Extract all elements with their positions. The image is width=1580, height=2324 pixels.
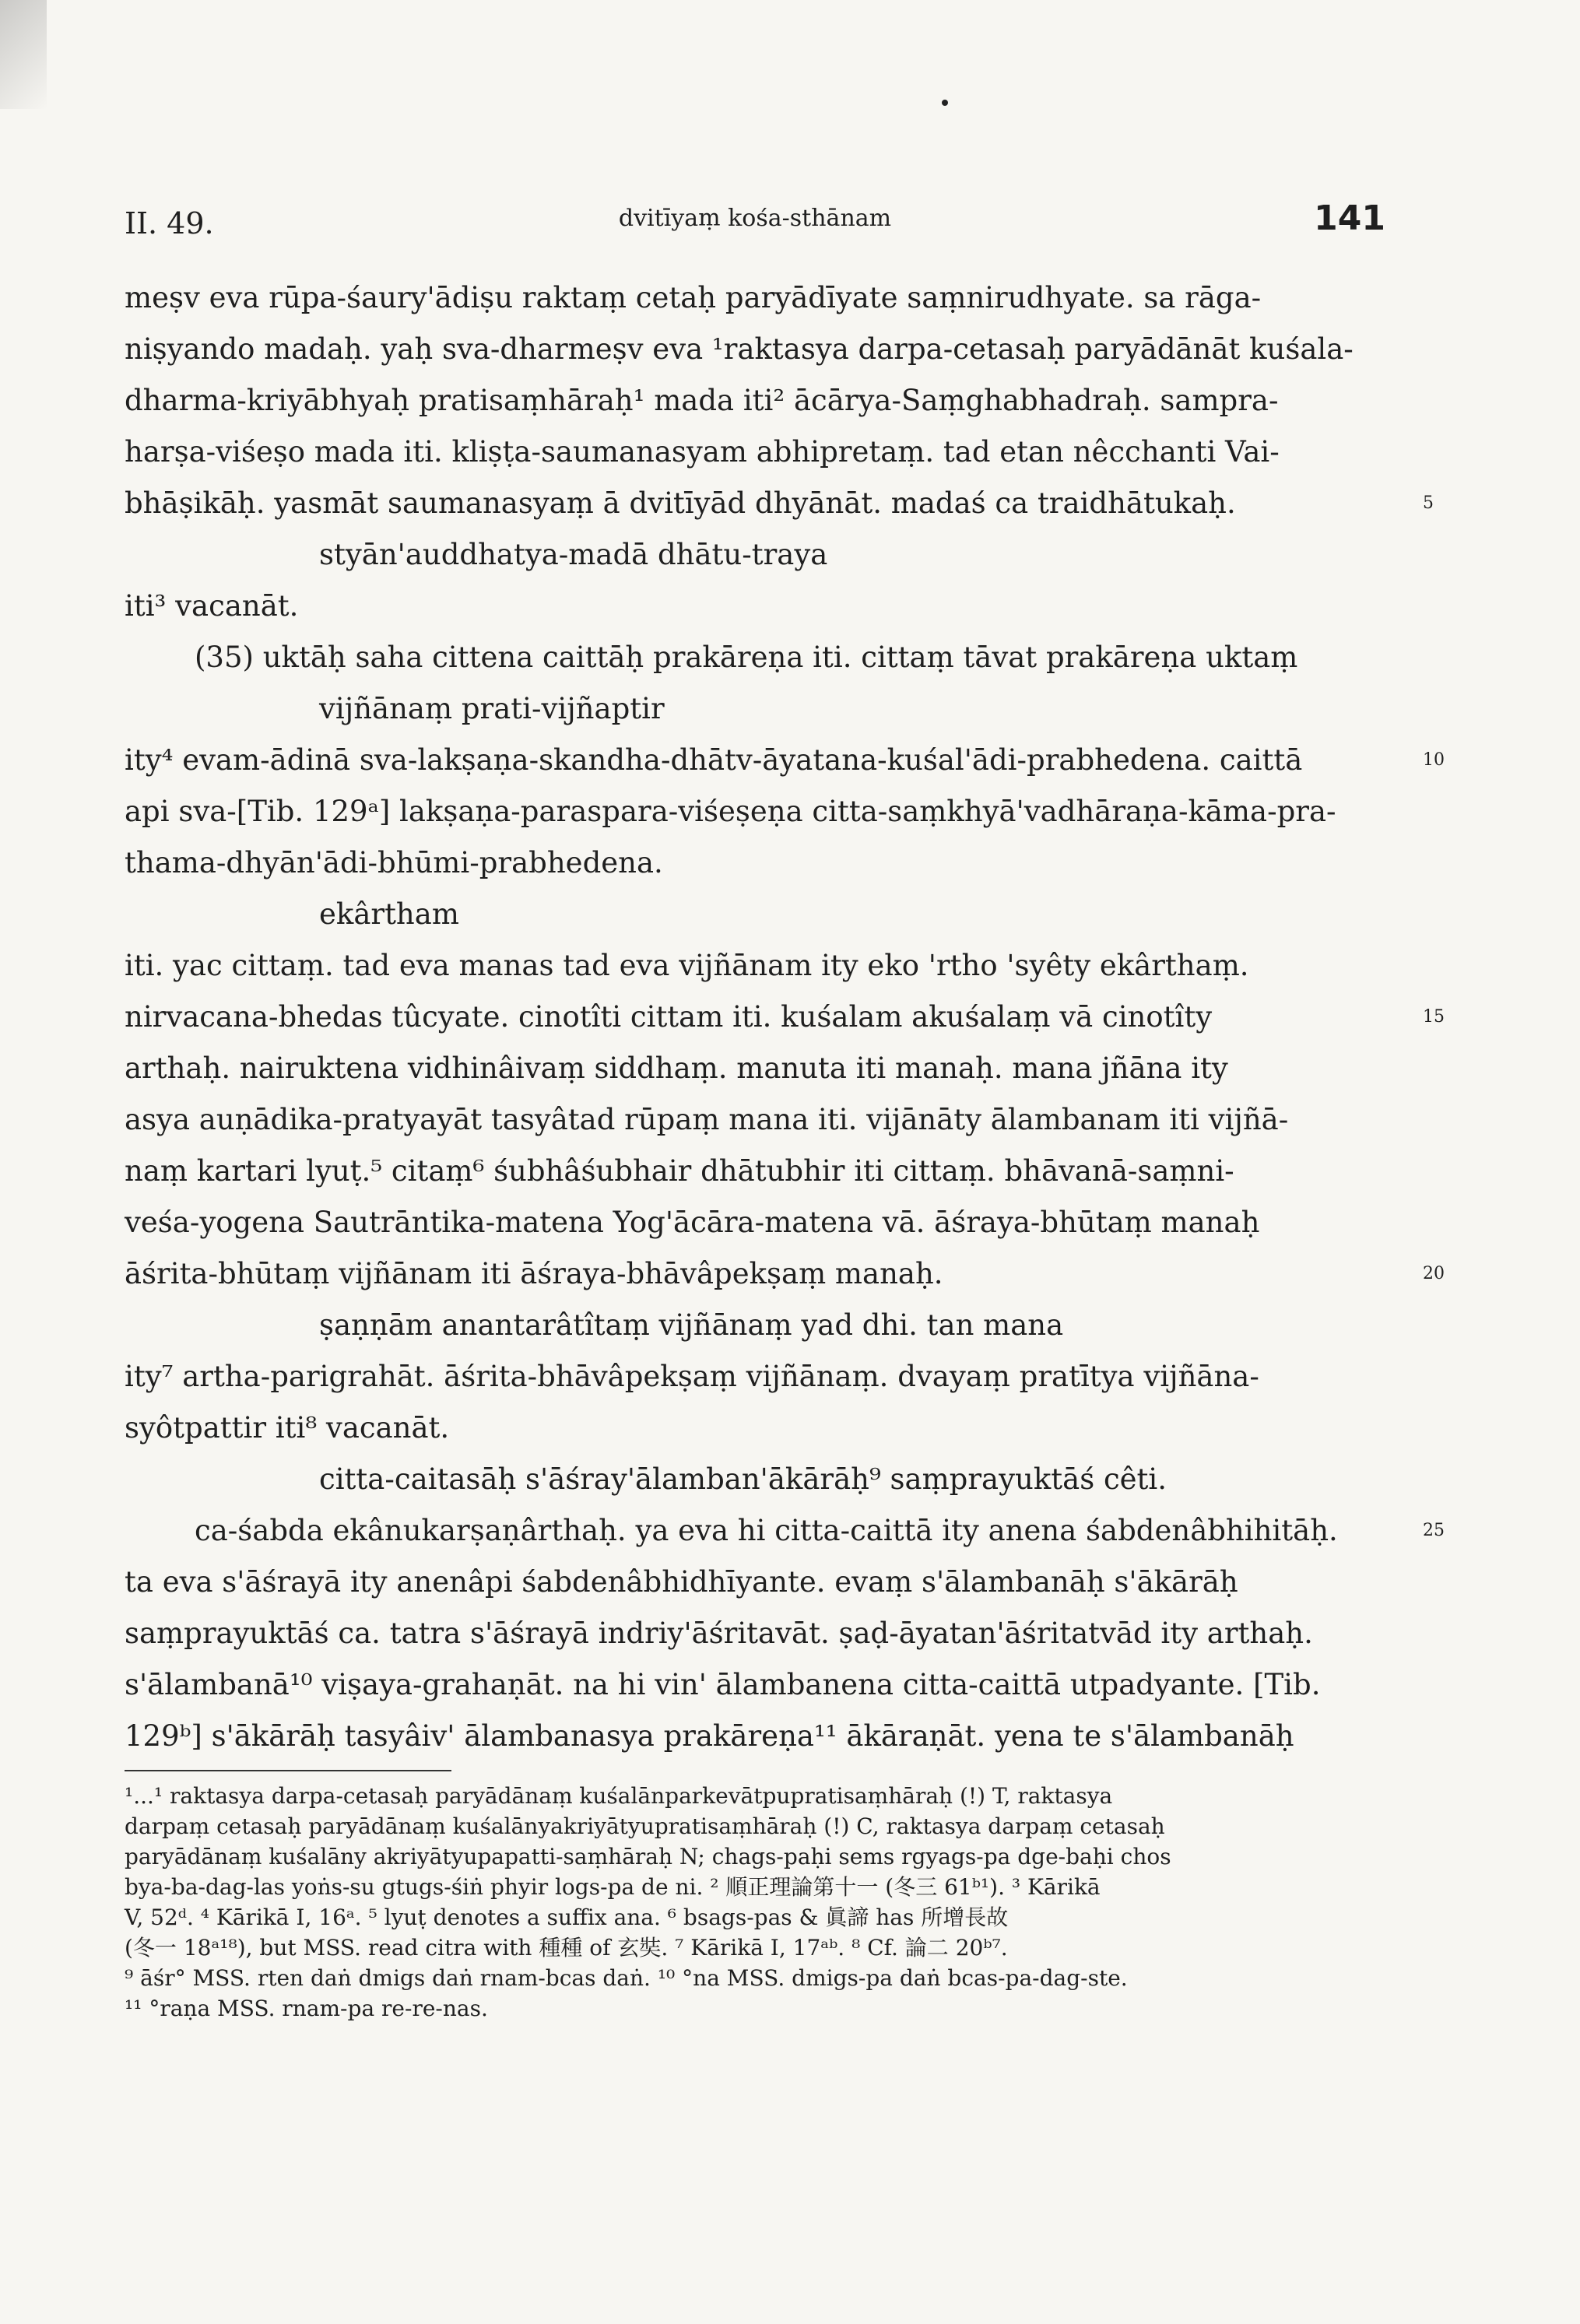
text-line (125, 1300, 1385, 1351)
line-text: veśa-yogena Sautrāntika-matena Yog'ācāra-matena vā. āśraya-bhūtaṃ manaḥ (125, 1206, 1260, 1239)
line-text: asya auṇādika-pratyayāt tasyâtad rūpaṃ mana iti. vijānāty ālambanam iti vijñā- (125, 1103, 1289, 1136)
line-text: syôtpattir iti⁸ vacanāt. (125, 1411, 450, 1445)
main-text (125, 272, 1445, 1762)
line-text: ta eva s'āśrayā ity anenâpi śabdenâbhidhīyante. evaṃ s'ālambanāḥ s'ākārāḥ (125, 1565, 1238, 1599)
line-text: ity⁴ evam-ādinā sva-lakṣaṇa-skandha-dhātv-āyatana-kuśal'ādi-prabhedena. caittā (125, 743, 1303, 777)
footnote-line: ¹...¹ raktasya darpa-cetasaḥ paryādānaṃ kuśalānparkevātpupratisaṃhāraḥ (!) T, raktasya (125, 1783, 1113, 1809)
section-reference: II. 49. (125, 206, 214, 240)
text-line (125, 683, 1385, 735)
text-line (125, 1351, 1385, 1402)
footnote-line: paryādānaṃ kuśalāny akriyātyupapatti-saṃhāraḥ N; chags-paḥi sems rgyags-pa dge-baḥi chos (125, 1844, 1171, 1869)
footnote-line: (冬一 18ᵃ¹⁸), but MSS. read citra with 種種 of 玄奘. ⁷ Kārikā I, 17ᵃᵇ. ⁸ Cf. 論二 20ᵇ⁷. (125, 1935, 1008, 1961)
footnote-line: ⁹ āśr° MSS. rten daṅ dmigs daṅ rnam-bcas daṅ. ¹⁰ °na MSS. dmigs-pa daṅ bcas-pa-dag-ste. (125, 1965, 1128, 1991)
line-text: (35) uktāḥ saha cittena caittāḥ prakāreṇa iti. cittaṃ tāvat prakāreṇa uktaṃ (195, 641, 1298, 674)
text-line (125, 1505, 1445, 1557)
text-line (125, 940, 1385, 992)
line-text: ekârtham (319, 897, 459, 931)
footnote-line: V, 52ᵈ. ⁴ Kārikā I, 16ᵃ. ⁵ lyuṭ denotes a suffix ana. ⁶ bsags-pas & 眞諦 has 所增長故 (125, 1904, 1009, 1930)
footnote-rule (125, 1770, 451, 1771)
line-text: arthaḥ. nairuktena vidhinâivaṃ siddhaṃ. manuta iti manaḥ. mana jñāna ity (125, 1051, 1228, 1085)
text-line (125, 478, 1434, 529)
text-line (125, 529, 1385, 581)
page-number: 141 (1314, 198, 1385, 238)
text-line (125, 1248, 1445, 1300)
line-text: iti³ vacanāt. (125, 589, 299, 623)
footnote-line: darpaṃ cetasaḥ paryādānaṃ kuśalānyakriyātyupratisaṃhāraḥ (!) C, raktasya darpaṃ cetasaḥ (125, 1813, 1165, 1839)
text-line (125, 1146, 1385, 1197)
running-title: dvitīyaṃ kośa-sthānam (618, 205, 892, 232)
line-text: bhāṣikāḥ. yasmāt saumanasyaṃ ā dvitīyād dhyānāt. madaś ca traidhātukaḥ. (125, 486, 1236, 520)
line-text: ṣaṇṇām anantarâtîtaṃ vijñānaṃ yad dhi. tan mana (319, 1308, 1064, 1342)
scan-artifact (0, 0, 47, 109)
text-line (125, 1608, 1385, 1659)
line-text: naṃ kartari lyuṭ.⁵ citaṃ⁶ śubhâśubhair dhātubhir iti cittaṃ. bhāvanā-saṃni- (125, 1154, 1234, 1188)
line-text: vijñānaṃ prati-vijñaptir (319, 692, 665, 725)
text-line (125, 375, 1385, 427)
text-line (125, 786, 1385, 837)
line-text: ca-śabda ekânukarṣaṇârthaḥ. ya eva hi citta-caittā ity anena śabdenâbhihitāḥ. (195, 1514, 1338, 1547)
line-text: thama-dhyān'ādi-bhūmi-prabhedena. (125, 846, 663, 879)
text-line (125, 1402, 1385, 1454)
text-line (125, 1454, 1385, 1505)
line-text: citta-caitasāḥ s'āśray'ālamban'ākārāḥ⁹ saṃprayuktāś cêti. (319, 1462, 1167, 1496)
line-text: s'ālambanā¹⁰ viṣaya-grahaṇāt. na hi vin' ālambanena citta-caittā utpadyante. [Tib. (125, 1668, 1321, 1701)
footnote-line: bya-ba-dag-las yoṅs-su gtugs-śiṅ phyir logs-pa de ni. ² 順正理論第十一 (冬三 61ᵇ¹). ³ Kārikā (125, 1874, 1101, 1900)
line-text: āśrita-bhūtaṃ vijñānam iti āśraya-bhāvâpekṣaṃ manaḥ. (125, 1257, 943, 1290)
line-text: niṣyando madaḥ. yaḥ sva-dharmeṣv eva ¹raktasya darpa-cetasaḥ paryādānāt kuśala- (125, 332, 1354, 366)
ink-dot (942, 100, 948, 106)
line-text: harṣa-viśeṣo mada iti. kliṣṭa-saumanasyam abhipretaṃ. tad etan nêcchanti Vai- (125, 435, 1280, 469)
line-text: dharma-kriyābhyaḥ pratisaṃhāraḥ¹ mada iti² ācārya-Saṃghabhadraḥ. sampra- (125, 384, 1279, 417)
text-line (125, 889, 1385, 940)
text-line (125, 1711, 1385, 1762)
line-text: saṃprayuktāś ca. tatra s'āśrayā indriy'āśritavāt. ṣaḍ-āyatan'āśritatvād ity arthaḥ. (125, 1617, 1313, 1650)
text-line (125, 1197, 1385, 1248)
line-text: nirvacana-bhedas tûcyate. cinotîti cittam iti. kuśalam akuśalaṃ vā cinotîty (125, 1000, 1213, 1034)
line-number: 15 (1423, 1007, 1445, 1027)
footnotes (125, 1781, 1385, 2024)
text-line (125, 324, 1385, 375)
footnote-line: ¹¹ °raṇa MSS. rnam-pa re-re-nas. (125, 1996, 488, 2021)
line-text: api sva-[Tib. 129ᵃ] lakṣaṇa-paraspara-viśeṣeṇa citta-saṃkhyā'vadhāraṇa-kāma-pra- (125, 795, 1336, 828)
text-line (125, 1659, 1385, 1711)
line-text: meṣv eva rūpa-śaury'ādiṣu raktaṃ cetaḥ paryādīyate saṃnirudhyate. sa rāga- (125, 281, 1262, 314)
line-number: 20 (1423, 1264, 1445, 1283)
line-text: styān'auddhatya-madā dhātu-traya (319, 538, 828, 571)
text-line (125, 1043, 1385, 1094)
line-number: 10 (1423, 750, 1445, 770)
text-line (125, 992, 1445, 1043)
page-header (125, 198, 1385, 245)
line-text: iti. yac cittaṃ. tad eva manas tad eva vijñānam ity eko 'rtho 'syêty ekârthaṃ. (125, 949, 1249, 982)
text-line (125, 1094, 1385, 1146)
text-line (125, 427, 1385, 478)
line-text: ity⁷ artha-parigrahāt. āśrita-bhāvâpekṣaṃ vijñānaṃ. dvayaṃ pratītya vijñāna- (125, 1360, 1259, 1393)
line-number: 25 (1423, 1521, 1445, 1540)
text-line (125, 632, 1385, 683)
line-number: 5 (1423, 493, 1434, 513)
text-line (125, 735, 1445, 786)
text-line (125, 272, 1385, 324)
text-line (125, 581, 1385, 632)
line-text: 129ᵇ] s'ākārāḥ tasyâiv' ālambanasya prakāreṇa¹¹ ākāraṇāt. yena te s'ālambanāḥ (125, 1719, 1294, 1753)
text-line (125, 1557, 1385, 1608)
text-line (125, 837, 1385, 889)
